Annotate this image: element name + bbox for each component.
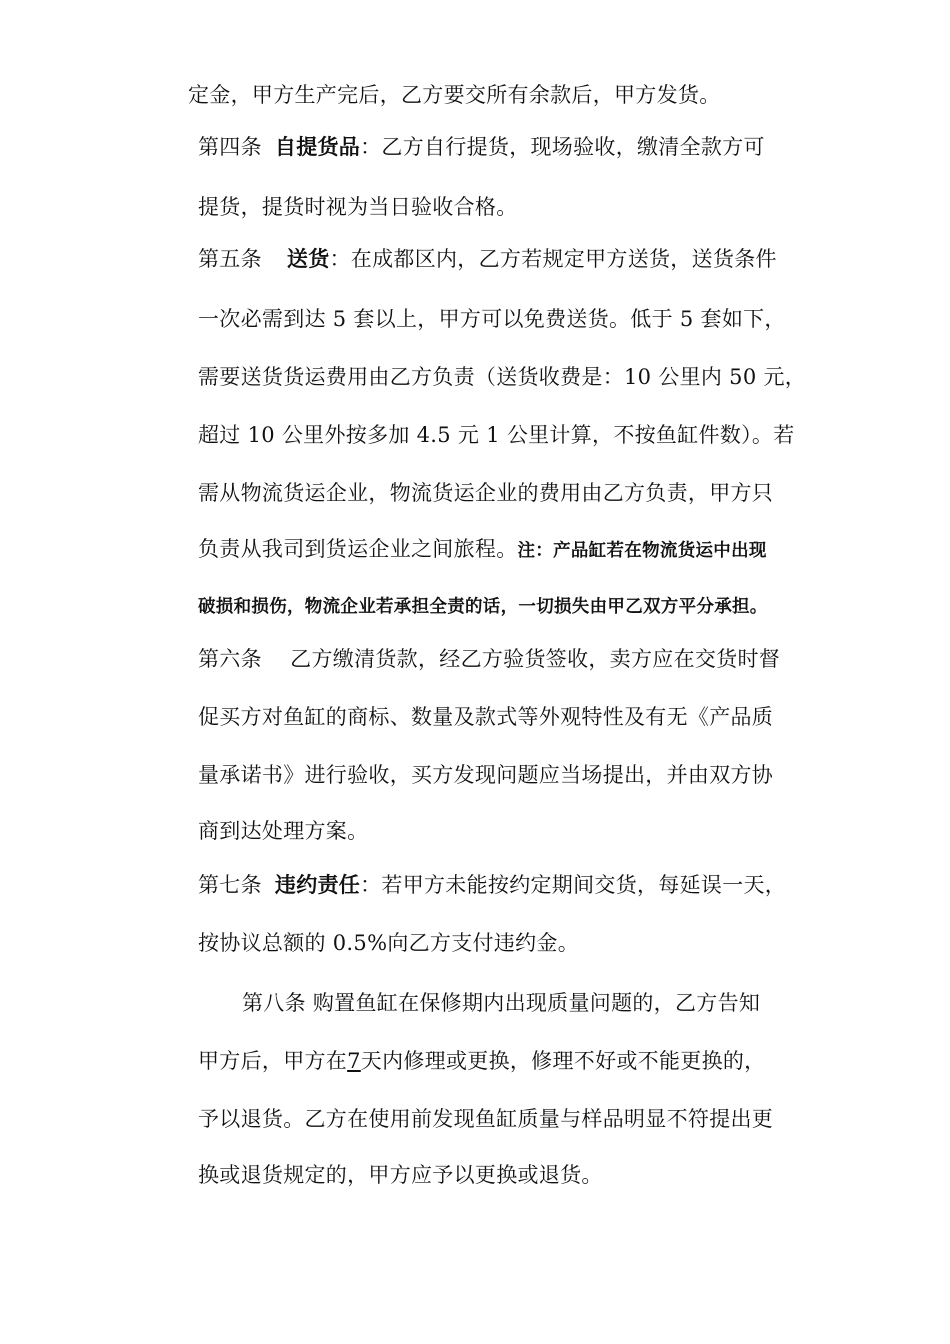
text-line (198, 928, 579, 958)
text-line (198, 478, 773, 508)
text-run: 第八条 购置鱼缸在保修期内出现质量问题的，乙方告知 (242, 991, 761, 1015)
text-run: 需要送货货运费用由乙方负责（送货收费是：10 公里内 50 元， (198, 365, 807, 389)
article-4-line-1 (198, 132, 765, 162)
text-line (198, 304, 786, 334)
article-heading: 违约责任 (274, 873, 361, 897)
article-number: 第七条 (198, 873, 262, 897)
text-line (198, 420, 795, 450)
note-line (198, 592, 768, 622)
text-line (198, 1046, 765, 1076)
text-run: 负责从我司到货运企业之间旅程。 (198, 537, 518, 561)
text-line (198, 1104, 773, 1134)
article-7-line-1 (198, 870, 786, 900)
text-run: 需从物流货运企业，物流货运企业的费用由乙方负责，甲方只 (198, 481, 774, 505)
article-5-line-1 (198, 244, 777, 274)
article-heading: 自提货品 (274, 135, 361, 159)
article-number: 第五条 (198, 247, 262, 271)
article-number: 第四条 (198, 135, 262, 159)
text-run: 商到达处理方案。 (198, 819, 369, 843)
article-6-line-1 (198, 644, 780, 674)
text-run: ：乙方自行提货，现场验收，缴清全款方可 (360, 135, 765, 159)
text-line (198, 760, 773, 790)
text-line (198, 816, 368, 846)
text-run: 予以退货。乙方在使用前发现鱼缸质量与样品明显不符提出更 (198, 1107, 774, 1131)
text-run: 甲方后，甲方在 (198, 1049, 348, 1073)
note-text: 破损和损伤，物流企业若承担全责的话，一切损失由甲乙双方平分承担。 (198, 597, 768, 617)
article-heading: 送货 (286, 247, 330, 271)
text-run: 按协议总额的 0.5%向乙方支付违约金。 (198, 931, 580, 955)
text-run: ：若甲方未能按约定期间交货，每延误一天， (360, 873, 787, 897)
text-run: 一次必需到达 5 套以上，甲方可以免费送货。低于 5 套如下， (198, 307, 786, 331)
text-run: 天内修理或更换，修理不好或不能更换的， (360, 1049, 766, 1073)
text-run: 量承诺书》进行验收，买方发现问题应当场提出，并由双方协 (198, 763, 774, 787)
text-line (198, 702, 773, 732)
text-run: 第六条 乙方缴清货款，经乙方验货签收，卖方应在交货时督 (198, 647, 781, 671)
text-run: 换或退货规定的，甲方应予以更换或退货。 (198, 1163, 603, 1187)
text-line (198, 192, 518, 222)
underlined-number: 7 (347, 1049, 361, 1073)
text-run: ：在成都区内，乙方若规定甲方送货，送货条件 (329, 247, 777, 271)
text-line (188, 80, 721, 110)
text-line (198, 362, 806, 392)
text-run: 超过 10 公里外按多加 4.5 元 1 公里计算，不按鱼缸件数）。若 (198, 423, 795, 447)
text-run: 促买方对鱼缸的商标、数量及款式等外观特性及有无《产品质 (198, 705, 774, 729)
article-8-line-1 (242, 988, 760, 1018)
note-text: 注：产品缸若在物流货运中出现 (517, 541, 767, 561)
text-line (198, 1160, 603, 1190)
text-run: 定金，甲方生产完后，乙方要交所有余款后，甲方发货。 (188, 83, 721, 107)
text-line (198, 534, 767, 566)
text-run: 提货，提货时视为当日验收合格。 (198, 195, 518, 219)
